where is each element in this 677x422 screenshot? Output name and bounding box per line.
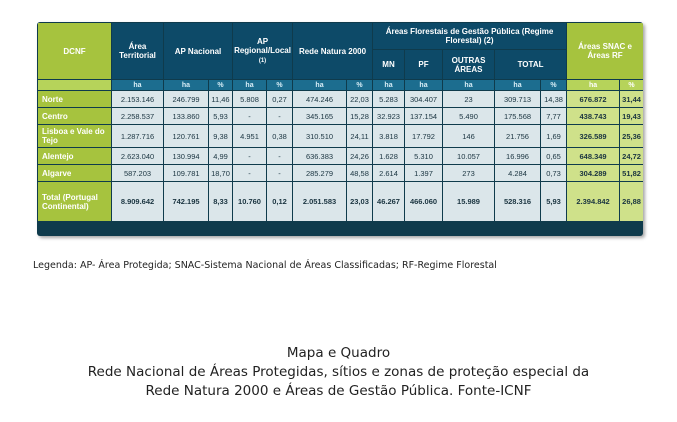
table-cell: 0,12 [267, 182, 292, 221]
table-cell: 0,65 [541, 148, 566, 164]
table-cell: 18,70 [209, 165, 232, 181]
table-row [38, 165, 643, 181]
table-cell: 310.510 [293, 125, 346, 147]
header-pf: PF [405, 50, 442, 79]
table-cell: 5.283 [373, 91, 404, 107]
table-cell: 48,58 [347, 165, 372, 181]
table-cell: 438.743 [567, 108, 619, 124]
table-cell: 326.589 [567, 125, 619, 147]
table-cell: 1.628 [373, 148, 404, 164]
table-cell: 130.994 [164, 148, 208, 164]
table-cell: 9,38 [209, 125, 232, 147]
table-cell: 24,26 [347, 148, 372, 164]
caption-line-3: Rede Natura 2000 e Áreas de Gestão Pública. Fonte-ICNF [145, 383, 532, 399]
table-cell: - [233, 165, 266, 181]
row-label: Algarve [38, 165, 111, 181]
unit-cell: ha [495, 80, 540, 90]
table-cell: 146 [443, 125, 494, 147]
header-total: TOTAL [495, 50, 566, 79]
table-cell: 0,38 [267, 125, 292, 147]
table-cell: - [267, 148, 292, 164]
table-row [38, 148, 643, 164]
unit-cell: ha [164, 80, 208, 90]
table-row [38, 108, 643, 124]
table-cell: 648.349 [567, 148, 619, 164]
table-cell: 676.872 [567, 91, 619, 107]
table-cell: 10.057 [443, 148, 494, 164]
unit-cell: ha [405, 80, 442, 90]
table-cell: 109.781 [164, 165, 208, 181]
caption-line-1: Mapa e Quadro [286, 345, 391, 361]
table-cell: 32.923 [373, 108, 404, 124]
table-cell: 2.153.146 [112, 91, 163, 107]
table-cell: 4.284 [495, 165, 540, 181]
table-cell: 8,33 [209, 182, 232, 221]
table-cell: 7,77 [541, 108, 566, 124]
unit-cell: % [541, 80, 566, 90]
table-cell: 14,38 [541, 91, 566, 107]
header-snac-rf: Áreas SNAC e Áreas RF [567, 23, 643, 79]
table-cell: 1.397 [405, 165, 442, 181]
table-cell: 15,28 [347, 108, 372, 124]
row-label: Total (Portugal Continental) [38, 182, 111, 221]
table-cell: 51,82 [620, 165, 643, 181]
figure-caption [0, 344, 677, 401]
table-cell: 309.713 [495, 91, 540, 107]
unit-spacer [38, 80, 111, 90]
table-row [38, 91, 643, 107]
unit-cell: ha [567, 80, 619, 90]
table-cell: 15.989 [443, 182, 494, 221]
table-row [38, 125, 643, 147]
header-ap-nacional: AP Nacional [164, 23, 232, 79]
table-cell: 23,03 [347, 182, 372, 221]
unit-cell: ha [112, 80, 163, 90]
table-row [38, 182, 643, 221]
header-outras-areas: OUTRAS ÁREAS [443, 50, 494, 79]
table-cell: 2.051.583 [293, 182, 346, 221]
table-cell: 0,27 [267, 91, 292, 107]
caption-line-2: Rede Nacional de Áreas Protegidas, sítios e zonas de proteção especial da [87, 364, 590, 380]
row-label: Centro [38, 108, 111, 124]
table-cell: 304.407 [405, 91, 442, 107]
table-cell: 120.761 [164, 125, 208, 147]
table-cell: 19,43 [620, 108, 643, 124]
header-mn: MN [373, 50, 404, 79]
table-cell: 5,93 [209, 108, 232, 124]
table-cell: 304.289 [567, 165, 619, 181]
table-cell: 3.818 [373, 125, 404, 147]
table-cell: 24,72 [620, 148, 643, 164]
table-cell: 24,11 [347, 125, 372, 147]
header-area-territorial: Área Territorial [112, 23, 163, 79]
table-cell: - [267, 108, 292, 124]
table-cell: 528.316 [495, 182, 540, 221]
header-dcnf: DCNF [38, 23, 111, 79]
table-cell: - [233, 108, 266, 124]
table-cell: 2.258.537 [112, 108, 163, 124]
icnf-areas-table-panel [37, 22, 643, 236]
table-cell: 5.310 [405, 148, 442, 164]
table-cell: 5.808 [233, 91, 266, 107]
table-cell: 742.195 [164, 182, 208, 221]
header-ap-regional-label: AP Regional/Local [234, 36, 291, 55]
table-cell: - [267, 165, 292, 181]
table-cell: 23 [443, 91, 494, 107]
table-cell: 4,99 [209, 148, 232, 164]
table-cell: 133.860 [164, 108, 208, 124]
table-cell: 5,93 [541, 182, 566, 221]
table-cell: 285.279 [293, 165, 346, 181]
unit-cell: ha [233, 80, 266, 90]
table-cell: 11,46 [209, 91, 232, 107]
table-cell: 22,03 [347, 91, 372, 107]
table-cell: 273 [443, 165, 494, 181]
table-cell: 5.490 [443, 108, 494, 124]
table-cell: 0,73 [541, 165, 566, 181]
table-body [38, 91, 643, 221]
icnf-areas-table [37, 22, 643, 222]
table-cell: 137.154 [405, 108, 442, 124]
table-cell: - [233, 148, 266, 164]
unit-cell: ha [293, 80, 346, 90]
header-ap-regional-note: (1) [258, 57, 267, 64]
table-cell: 474.246 [293, 91, 346, 107]
table-cell: 636.383 [293, 148, 346, 164]
unit-cell: % [209, 80, 232, 90]
table-cell: 1.287.716 [112, 125, 163, 147]
table-cell: 16.996 [495, 148, 540, 164]
table-cell: 345.165 [293, 108, 346, 124]
row-label: Alentejo [38, 148, 111, 164]
table-cell: 31,44 [620, 91, 643, 107]
table-cell: 17.792 [405, 125, 442, 147]
unit-cell: % [267, 80, 292, 90]
table-cell: 246.799 [164, 91, 208, 107]
unit-cell: ha [373, 80, 404, 90]
table-cell: 1,69 [541, 125, 566, 147]
table-cell: 46.267 [373, 182, 404, 221]
table-cell: 2.614 [373, 165, 404, 181]
table-cell: 21.756 [495, 125, 540, 147]
header-ap-regional [233, 23, 292, 79]
unit-cell: ha [443, 80, 494, 90]
row-label: Lisboa e Vale do Tejo [38, 125, 111, 147]
table-legend: Legenda: AP- Área Protegida; SNAC-Sistema Nacional de Áreas Classificadas; RF-Regime Florestal [33, 260, 497, 271]
unit-cell: % [620, 80, 643, 90]
header-rede-natura: Rede Natura 2000 [293, 23, 372, 79]
table-cell: 2.623.040 [112, 148, 163, 164]
table-cell: 8.909.642 [112, 182, 163, 221]
table-cell: 175.568 [495, 108, 540, 124]
header-areas-florestais: Áreas Florestais de Gestão Pública (Regime Florestal) (2) [373, 23, 566, 49]
table-cell: 587.203 [112, 165, 163, 181]
unit-cell: % [347, 80, 372, 90]
table-cell: 10.760 [233, 182, 266, 221]
table-cell: 4.951 [233, 125, 266, 147]
table-cell: 26,88 [620, 182, 643, 221]
table-cell: 466.060 [405, 182, 442, 221]
row-label: Norte [38, 91, 111, 107]
table-cell: 2.394.842 [567, 182, 619, 221]
table-cell: 25,36 [620, 125, 643, 147]
